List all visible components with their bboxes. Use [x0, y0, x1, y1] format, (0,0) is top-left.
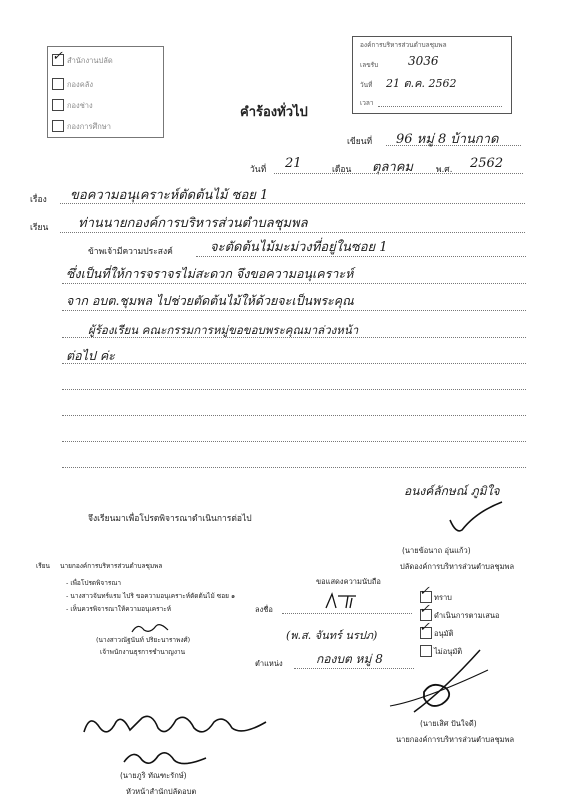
applicant-name: (นายข้อนาถ อุ่นแก้ว): [402, 546, 471, 555]
body-text-2: ซึ่งเป็นที่ให้การจราจรไม่สะดวก จึงขอความอนุเคราะห์: [66, 266, 354, 281]
approval-sign-name: (พ.ส. จันทร์ นรปภ): [286, 629, 378, 642]
date-line-rule: [274, 173, 523, 174]
approval-signature-icon: [322, 590, 362, 612]
dept-check-mark: ✓: [52, 49, 63, 64]
year-value: 2562: [470, 156, 504, 171]
dept-checkbox-finance[interactable]: [52, 78, 64, 90]
subject-value: ขอความอนุเคราะห์ตัดต้นไม้ ซอย 1: [70, 188, 269, 203]
option-check-mark-3: ✓: [419, 620, 430, 635]
purpose-label: ข้าพเจ้ามีความประสงค์: [88, 247, 173, 257]
memo-signature-icon: [130, 620, 170, 636]
day-value: 21: [285, 156, 302, 171]
receipt-date-label: วันที่: [360, 81, 373, 89]
option-check-mark-2: ✓: [419, 602, 430, 617]
receipt-no-value: 3036: [408, 54, 439, 68]
body-line-6: [62, 389, 526, 390]
head-name: (นายภูริ ทัณฑะรักษ์): [120, 771, 187, 780]
year-label: พ.ศ.: [436, 165, 453, 175]
receipt-date-value: 21 ต.ค. 2562: [386, 77, 457, 90]
option-check-mark-1: ✓: [419, 584, 430, 599]
memo-item-3: - เห็นควรพิจารณาให้ความอนุเคราะห์: [66, 605, 171, 613]
memo-item-1: - เพื่อโปรดพิจารณา: [66, 579, 122, 587]
to-value: ท่านนายกองค์การบริหารส่วนตำบลชุมพล: [78, 216, 308, 231]
approval-header: ขอแสดงความนับถือ: [316, 577, 381, 586]
dept-label-education: กองการศึกษา: [67, 122, 111, 131]
option-label-acknowledge: ทราบ: [434, 593, 452, 602]
mayor-name: (นายเสิศ ปันใจดี): [420, 719, 477, 728]
body-text-1: จะตัดต้นไม้มะม่วงที่อยู่ในซอย 1: [210, 240, 388, 255]
body-line-7: [62, 415, 526, 416]
body-line-5: [62, 363, 526, 364]
approval-sign-label: ลงชื่อ: [255, 605, 273, 614]
approval-position-value: กองบต หมู่ 8: [316, 652, 383, 666]
memo-signer-title: เจ้าพนักงานธุรการชำนาญงาน: [100, 648, 186, 656]
palat-title: ปลัดองค์การบริหารส่วนตำบลชุมพล: [400, 562, 515, 571]
option-label-reject: ไม่อนุมัติ: [434, 647, 463, 656]
dept-label-engineering: กองช่าง: [67, 101, 93, 110]
receipt-no-label: เลขรับ: [360, 61, 379, 69]
to-label: เรียน: [30, 223, 49, 233]
mayor-title: นายกองค์การบริหารส่วนตำบลชุมพล: [396, 735, 515, 744]
body-text-3: จาก อบต.ชุมพล ไปช่วยตัดต้นไม้ให้ด้วยจะเป็นพระคุณ: [66, 293, 354, 308]
page-title: คำร้องทั่วไป: [240, 105, 308, 120]
memo-to-label: เรียน: [36, 562, 50, 570]
dept-label-finance: กองคลัง: [67, 80, 93, 89]
receipt-time-line: [378, 106, 502, 107]
body-line-9: [62, 467, 526, 468]
option-label-approve: อนุมัติ: [434, 629, 454, 638]
memo-signer-name: (นางสาวณัฐนันท์ ปริยะนาราพงศ์): [96, 636, 191, 644]
closing-text: จึงเรียนมาเพื่อโปรดพิจารณาดำเนินการต่อไป: [88, 514, 252, 524]
body-text-5: ต่อไป ค่ะ: [66, 348, 115, 363]
option-label-proceed: ดำเนินการตามเสนอ: [434, 611, 500, 620]
memo-item-2: - นางสาวจันทร์แรม ไปริ ขอความอนุเคราะห์ตัดต้นไม้ ซอย ๑: [66, 592, 236, 600]
clerk-signature-icon: [80, 708, 270, 742]
day-label: วันที่: [250, 165, 267, 175]
memo-to-value: นายกองค์การบริหารส่วนตำบลชุมพล: [60, 562, 163, 570]
dept-checkbox-engineering[interactable]: [52, 99, 64, 111]
month-label: เดือน: [332, 165, 352, 175]
body-text-4: ผู้ร้องเรียน คณะกรรมการหมู่ขอขอบพระคุณมาล่วงหน้า: [88, 323, 359, 337]
written-at-label: เขียนที่: [347, 137, 373, 147]
month-value: ตุลาคม: [372, 160, 413, 175]
mayor-signature-icon: [384, 640, 494, 715]
receipt-time-label: เวลา: [360, 99, 374, 107]
dept-label-office: สำนักงานปลัด: [67, 56, 113, 65]
applicant-signature: อนงค์ลักษณ์ ภูมิใจ: [404, 484, 500, 498]
approval-sign-line: [282, 613, 412, 614]
head-signature-icon: [120, 746, 210, 768]
tick-mark-icon: [446, 500, 506, 540]
body-line-8: [62, 441, 526, 442]
head-title: หัวหน้าสำนักปลัดอบต: [126, 787, 197, 796]
receipt-stamp-org: องค์การบริหารส่วนตำบลชุมพล: [360, 41, 447, 49]
written-at-value: 96 หมู่ 8 บ้านกาด: [396, 132, 499, 147]
dept-checkbox-education[interactable]: [52, 120, 64, 132]
subject-label: เรื่อง: [30, 195, 47, 205]
approval-position-label: ตำแหน่ง: [255, 659, 283, 668]
